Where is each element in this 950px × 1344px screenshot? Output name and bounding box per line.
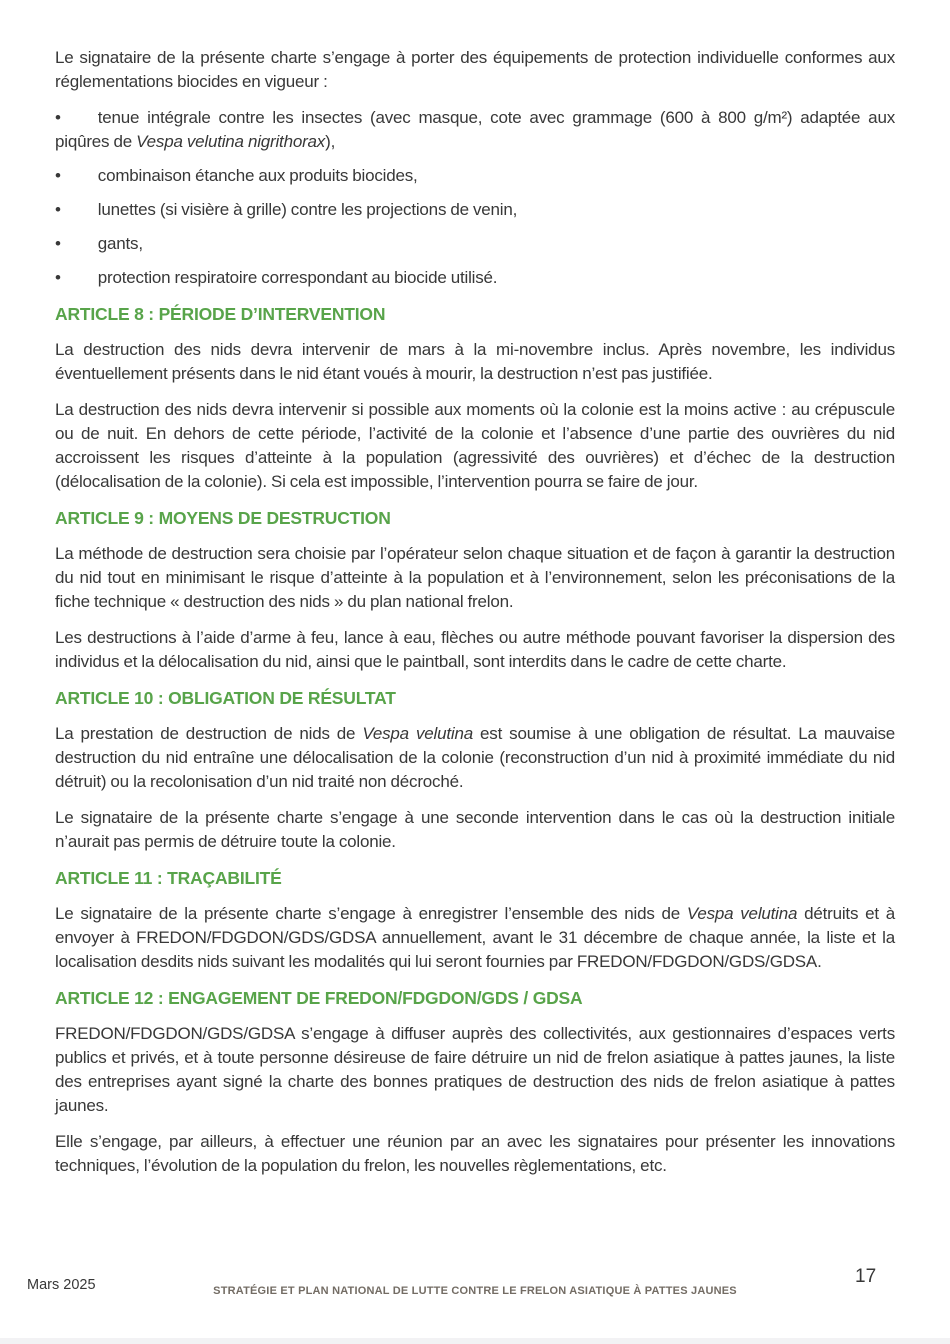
text-run: combinaison étanche aux produits biocides,: [97, 166, 418, 185]
text-run: lunettes (si visière à grille) contre les projections de venin,: [97, 200, 518, 219]
italic-text-run: Vespa velutina: [362, 724, 473, 743]
article-heading: ARTICLE 10 : OBLIGATION DE RÉSULTAT: [55, 688, 396, 708]
document-body: [55, 46, 895, 1190]
text-run: La destruction des nids devra intervenir de mars à la mi-novembre inclus. Après novembre, les individus éventuellement présents dans le nid étant voués à mourir, la destruction n’est pas justifiée.: [55, 340, 895, 383]
text-run: FREDON/FDGDON/GDS/GDSA s’engage à diffuser auprès des collectivités, aux gestionnaires d’espaces verts publics et privés, et à toute personne désireuse de faire détruire un nid de frelon asiatique à pattes jaunes, la liste des entreprises ayant signé la charte des bonnes pratiques de destruction des nids de frelon asiatique à pattes jaunes.: [55, 1024, 895, 1115]
text-run: Le signataire de la présente charte s’engage à une seconde intervention dans le cas où la destruction initiale n’aurait pas permis de détruire toute la colonie.: [55, 808, 895, 851]
bullet-item: [55, 106, 895, 154]
article-heading: ARTICLE 11 : TRAÇABILITÉ: [55, 868, 282, 888]
paragraph: [55, 542, 895, 614]
text-run: La destruction des nids devra intervenir si possible aux moments où la colonie est la moins active : au crépuscule ou de nuit. En dehors de cette période, l’activité de la colonie et l’absence d’une partie des ouvrières du nid accroissent les risques d’atteinte à la population (agressivité des ouvrières) et d’échec de la destruction (délocalisation de la colonie). Si cela est impossible, l’intervention pourra se faire de jour.: [55, 400, 895, 491]
paragraph: [55, 1130, 895, 1178]
bullet-item: [55, 266, 895, 290]
footer-page-number: 17: [855, 1266, 877, 1287]
text-run: ),: [325, 132, 336, 151]
text-run: Le signataire de la présente charte s’engage à enregistrer l’ensemble des nids de: [55, 904, 687, 923]
paragraph: [55, 722, 895, 794]
bullet-item: [55, 198, 895, 222]
text-run: Elle s’engage, par ailleurs, à effectuer une réunion par an avec les signataires pour présenter les innovations techniques, l’évolution de la population du frelon, les nouvelles règlementations, etc.: [55, 1132, 895, 1175]
text-run: est soumise à une obligation de résultat. La mauvaise destruction du nid entraîne une délocalisation de la colonie (reconstruction d’un nid à proximité immédiate du nid détruit) ou la recolonisation d’un nid traité non décroché.: [55, 724, 896, 791]
bullet-item: [55, 232, 895, 256]
article-heading: ARTICLE 12 : ENGAGEMENT DE FREDON/FDGDON/GDS / GDSA: [55, 988, 583, 1008]
text-run: Le signataire de la présente charte s’engage à porter des équipements de protection individuelle conformes aux réglementations biocides en vigueur :: [55, 48, 895, 91]
footer-date: Mars 2025: [27, 1277, 96, 1293]
article-heading: ARTICLE 9 : MOYENS DE DESTRUCTION: [55, 508, 391, 528]
bullet-dot-icon: •: [55, 234, 61, 253]
bullet-dot-icon: •: [55, 166, 61, 185]
article-heading: ARTICLE 8 : PÉRIODE D’INTERVENTION: [55, 304, 386, 324]
paragraph: [55, 1022, 895, 1118]
paragraph: [55, 338, 895, 386]
text-run: détruits et à envoyer à FREDON/FDGDON/GDS/GDSA annuellement, avant le 31 décembre de chaque année, la liste et la localisation desdits nids suivant les modalités qui lui seront fournies par FREDON/FDGDON/GDS/GDSA.: [55, 904, 895, 971]
paragraph: [55, 806, 895, 854]
bullet-dot-icon: •: [55, 268, 61, 287]
paragraph: [55, 46, 895, 94]
paragraph: [55, 626, 895, 674]
footer-running-title: STRATÉGIE ET PLAN NATIONAL DE LUTTE CONTRE LE FRELON ASIATIQUE À PATTES JAUNES: [213, 1285, 737, 1297]
text-run: La méthode de destruction sera choisie par l’opérateur selon chaque situation et de façon à garantir la destruction du nid tout en minimisant le risque d’atteinte à la population et à l’environnement, selon les préconisations de la fiche technique « destruction des nids » du plan national frelon.: [55, 544, 895, 611]
italic-text-run: Vespa velutina nigrithorax: [136, 132, 326, 151]
text-run: La prestation de destruction de nids de: [55, 724, 363, 743]
text-run: protection respiratoire correspondant au biocide utilisé.: [97, 268, 498, 287]
italic-text-run: Vespa velutina: [686, 904, 798, 923]
page-bottom-strip: [0, 1338, 950, 1344]
text-run: Les destructions à l’aide d’arme à feu, lance à eau, flèches ou autre méthode pouvant favoriser la dispersion des individus et la délocalisation du nid, ainsi que le paintball, sont interdits dans le cadre de cette charte.: [55, 628, 895, 671]
text-run: tenue intégrale contre les insectes (avec masque, cote avec grammage (600 à 800 g/m²) adaptée aux piqûres de: [55, 108, 895, 151]
bullet-item: [55, 164, 895, 188]
paragraph: [55, 902, 895, 974]
bullet-dot-icon: •: [55, 200, 61, 219]
paragraph: [55, 398, 895, 494]
text-run: gants,: [97, 234, 143, 253]
bullet-dot-icon: •: [55, 108, 61, 127]
